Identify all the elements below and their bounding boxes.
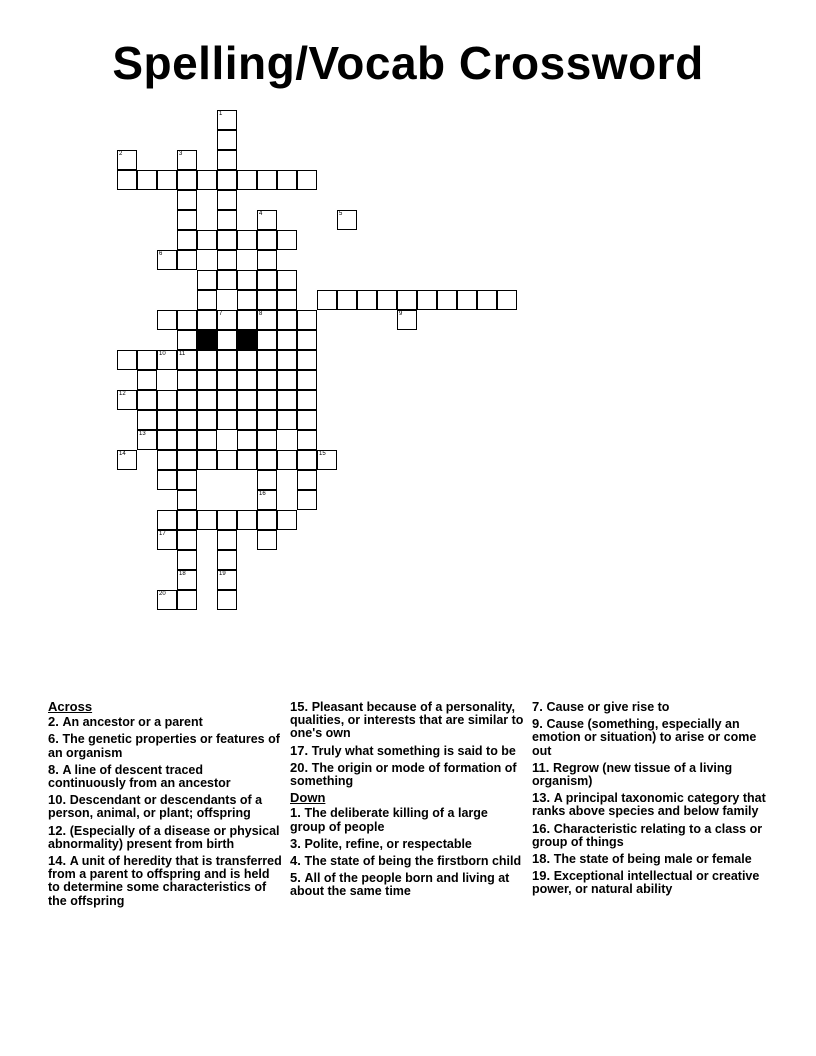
- crossword-cell[interactable]: [257, 370, 277, 390]
- clue: [48, 854, 283, 908]
- clue: [532, 761, 767, 788]
- clue: [290, 871, 525, 898]
- clue-number: 13.: [532, 790, 554, 806]
- cell-number: 3: [179, 151, 183, 157]
- clue-text: The genetic properties or features of an organism: [48, 732, 280, 760]
- cell-number: 5: [339, 211, 343, 217]
- crossword-cell[interactable]: [277, 270, 297, 290]
- crossword-cell[interactable]: [117, 170, 137, 190]
- crossword-cell[interactable]: [217, 570, 237, 590]
- clue: [290, 761, 525, 788]
- crossword-cell[interactable]: [197, 290, 217, 310]
- crossword-cell[interactable]: [197, 270, 217, 290]
- crossword-cell[interactable]: [277, 350, 297, 370]
- crossword-black-cell: [237, 330, 257, 350]
- crossword-cell[interactable]: [197, 510, 217, 530]
- clue-text: The state of being the firstborn child: [304, 854, 522, 869]
- crossword-cell[interactable]: [177, 210, 197, 230]
- crossword-cell[interactable]: [177, 330, 197, 350]
- crossword-cell[interactable]: [157, 470, 177, 490]
- clue-number: 4.: [290, 853, 305, 869]
- crossword-cell[interactable]: [177, 450, 197, 470]
- crossword-cell[interactable]: [177, 550, 197, 570]
- cell-number: 7: [219, 311, 223, 317]
- down-clue-list-continued: [532, 700, 767, 897]
- clue-number: 18.: [532, 851, 554, 867]
- crossword-cell[interactable]: [257, 330, 277, 350]
- cell-number: 1: [219, 111, 223, 117]
- clue-number: 2.: [48, 714, 63, 730]
- clue: [532, 852, 767, 866]
- crossword-cell[interactable]: [257, 170, 277, 190]
- clue-number: 10.: [48, 792, 70, 808]
- crossword-cell[interactable]: [217, 390, 237, 410]
- crossword-cell[interactable]: [157, 590, 177, 610]
- crossword-cell[interactable]: [177, 350, 197, 370]
- crossword-cell[interactable]: [217, 250, 237, 270]
- crossword-cell[interactable]: [437, 290, 457, 310]
- clue-number: 16.: [532, 820, 554, 836]
- clue-number: 17.: [290, 742, 312, 758]
- crossword-cell[interactable]: [297, 430, 317, 450]
- crossword-cell[interactable]: [257, 310, 277, 330]
- crossword-cell[interactable]: [177, 190, 197, 210]
- crossword-cell[interactable]: [177, 150, 197, 170]
- crossword-cell[interactable]: [297, 490, 317, 510]
- crossword-cell[interactable]: [197, 390, 217, 410]
- clue-number: 11.: [532, 759, 553, 775]
- cell-number: 19: [219, 571, 226, 577]
- crossword-cell[interactable]: [257, 290, 277, 310]
- crossword-cell[interactable]: [177, 390, 197, 410]
- crossword-cell[interactable]: [177, 490, 197, 510]
- crossword-cell[interactable]: [177, 230, 197, 250]
- crossword-cell[interactable]: [117, 450, 137, 470]
- crossword-cell[interactable]: [277, 510, 297, 530]
- clue-text: Pleasant because of a personality, qualities, or interests that are similar to one's own: [290, 700, 524, 741]
- down-heading: Down: [290, 790, 326, 806]
- across-clue-list: [48, 715, 283, 908]
- crossword-cell[interactable]: [257, 410, 277, 430]
- crossword-cell[interactable]: [277, 230, 297, 250]
- across-heading: Across: [48, 699, 93, 714]
- crossword-cell[interactable]: [217, 190, 237, 210]
- crossword-cell[interactable]: [257, 530, 277, 550]
- crossword-cell[interactable]: [257, 450, 277, 470]
- crossword-cell[interactable]: [257, 350, 277, 370]
- crossword-cell[interactable]: [197, 350, 217, 370]
- crossword-cell[interactable]: [297, 470, 317, 490]
- crossword-cell[interactable]: [297, 310, 317, 330]
- crossword-cell[interactable]: [217, 550, 237, 570]
- crossword-cell[interactable]: [157, 250, 177, 270]
- crossword-cell[interactable]: [317, 450, 337, 470]
- cell-number: 18: [179, 571, 186, 577]
- clue: [48, 715, 283, 729]
- crossword-cell[interactable]: [297, 410, 317, 430]
- crossword-cell[interactable]: [237, 430, 257, 450]
- clue: [290, 854, 525, 868]
- page-title: Spelling/Vocab Crossword: [112, 37, 704, 89]
- crossword-cell[interactable]: [217, 230, 237, 250]
- crossword-cell[interactable]: [177, 170, 197, 190]
- clue-number: 5.: [290, 870, 305, 886]
- crossword-cell[interactable]: [177, 470, 197, 490]
- cell-number: 6: [159, 251, 163, 257]
- crossword-cell[interactable]: [217, 210, 237, 230]
- crossword-cell[interactable]: [177, 430, 197, 450]
- crossword-cell[interactable]: [217, 530, 237, 550]
- clue: [290, 700, 525, 741]
- crossword-cell[interactable]: [157, 390, 177, 410]
- clue-text: An ancestor or a parent: [62, 715, 203, 730]
- clue-number: 8.: [48, 761, 63, 777]
- cell-number: 15: [319, 451, 326, 457]
- crossword-cell[interactable]: [237, 170, 257, 190]
- crossword-cell[interactable]: [397, 310, 417, 330]
- crossword-cell[interactable]: [237, 370, 257, 390]
- crossword-cell[interactable]: [237, 390, 257, 410]
- crossword-cell[interactable]: [137, 390, 157, 410]
- crossword-cell[interactable]: [277, 450, 297, 470]
- crossword-cell[interactable]: [457, 290, 477, 310]
- cell-number: 12: [119, 391, 126, 397]
- crossword-cell[interactable]: [477, 290, 497, 310]
- clue-text: Truly what something is said to be: [311, 743, 516, 758]
- crossword-cell[interactable]: [197, 230, 217, 250]
- crossword-cell[interactable]: [277, 330, 297, 350]
- crossword-cell[interactable]: [297, 170, 317, 190]
- crossword-cell[interactable]: [217, 590, 237, 610]
- crossword-cell[interactable]: [137, 430, 157, 450]
- crossword-cell[interactable]: [417, 290, 437, 310]
- crossword-cell[interactable]: [157, 450, 177, 470]
- crossword-cell[interactable]: [277, 390, 297, 410]
- crossword-cell[interactable]: [117, 350, 137, 370]
- crossword-cell[interactable]: [177, 410, 197, 430]
- crossword-cell[interactable]: [137, 350, 157, 370]
- clue-text: Regrow (new tissue of a living organism): [532, 760, 733, 789]
- cell-number: 2: [119, 151, 123, 157]
- crossword-cell[interactable]: [237, 230, 257, 250]
- crossword-cell[interactable]: [217, 410, 237, 430]
- crossword-cell[interactable]: [117, 390, 137, 410]
- crossword-cell[interactable]: [177, 250, 197, 270]
- crossword-cell[interactable]: [197, 450, 217, 470]
- crossword-cell[interactable]: [277, 170, 297, 190]
- crossword-cell[interactable]: [177, 310, 197, 330]
- crossword-cell[interactable]: [237, 510, 257, 530]
- clues-column-2: [290, 700, 525, 902]
- clue-number: 3.: [290, 835, 305, 851]
- crossword-cell[interactable]: [337, 290, 357, 310]
- crossword-cell[interactable]: [297, 390, 317, 410]
- crossword-cell[interactable]: [217, 130, 237, 150]
- crossword-cell[interactable]: [317, 290, 337, 310]
- clue: [532, 791, 767, 818]
- crossword-cell[interactable]: [257, 250, 277, 270]
- down-clue-list: [290, 806, 525, 898]
- clue: [532, 869, 767, 896]
- clue-number: 14.: [48, 853, 70, 869]
- clue-text: The deliberate killing of a large group of people: [290, 806, 488, 834]
- crossword-cell[interactable]: [237, 350, 257, 370]
- crossword-cell[interactable]: [197, 370, 217, 390]
- crossword-cell[interactable]: [397, 290, 417, 310]
- crossword-cell[interactable]: [257, 490, 277, 510]
- crossword-cell[interactable]: [157, 510, 177, 530]
- cell-number: 14: [119, 451, 126, 457]
- crossword-cell[interactable]: [117, 150, 137, 170]
- clue: [290, 837, 525, 851]
- clue-number: 1.: [290, 805, 305, 821]
- crossword-cell[interactable]: [237, 410, 257, 430]
- clue: [532, 822, 767, 849]
- clue-number: 6.: [48, 731, 63, 747]
- crossword-cell[interactable]: [217, 170, 237, 190]
- crossword-cell[interactable]: [277, 410, 297, 430]
- crossword-cell[interactable]: [137, 370, 157, 390]
- crossword-cell[interactable]: [217, 110, 237, 130]
- clue-text: A principal taxonomic category that ranks above species and below family: [532, 791, 766, 819]
- crossword-cell[interactable]: [157, 410, 177, 430]
- clue-text: Exceptional intellectual or creative power, or natural ability: [532, 869, 760, 897]
- crossword-cell[interactable]: [197, 170, 217, 190]
- cell-number: 20: [159, 591, 166, 597]
- crossword-cell[interactable]: [277, 290, 297, 310]
- crossword-cell[interactable]: [217, 370, 237, 390]
- clue: [48, 793, 283, 820]
- crossword-cell[interactable]: [497, 290, 517, 310]
- crossword-cell[interactable]: [277, 310, 297, 330]
- crossword-cell[interactable]: [357, 290, 377, 310]
- clue: [290, 806, 525, 833]
- crossword-cell[interactable]: [237, 290, 257, 310]
- crossword-cell[interactable]: [257, 430, 277, 450]
- crossword-cell[interactable]: [197, 310, 217, 330]
- clue: [532, 700, 767, 714]
- cell-number: 4: [259, 211, 263, 217]
- crossword-black-cell: [197, 330, 217, 350]
- clue-text: The origin or mode of formation of something: [290, 760, 517, 789]
- crossword-cell[interactable]: [257, 210, 277, 230]
- crossword-cell[interactable]: [177, 530, 197, 550]
- crossword-cell[interactable]: [217, 270, 237, 290]
- crossword-cell[interactable]: [137, 410, 157, 430]
- crossword-cell[interactable]: [257, 230, 277, 250]
- clue-text: (Especially of a disease or physical abnormality) present from birth: [48, 823, 280, 851]
- clue: [290, 744, 525, 758]
- crossword-cell[interactable]: [217, 510, 237, 530]
- clue-text: All of the people born and living at about the same time: [290, 871, 510, 899]
- crossword-cell[interactable]: [157, 430, 177, 450]
- crossword-cell[interactable]: [177, 570, 197, 590]
- crossword-cell[interactable]: [297, 350, 317, 370]
- crossword-cell[interactable]: [157, 350, 177, 370]
- cell-number: 11: [179, 351, 186, 357]
- cell-number: 8: [259, 311, 263, 317]
- crossword-cell[interactable]: [217, 330, 237, 350]
- crossword-cell[interactable]: [157, 310, 177, 330]
- clue: [48, 824, 283, 851]
- clue-text: Cause (something, especially an emotion or situation) to arise or come out: [532, 717, 757, 758]
- crossword-cell[interactable]: [217, 310, 237, 330]
- clue: [532, 717, 767, 758]
- clue-text: Characteristic relating to a class or group of things: [532, 821, 763, 849]
- clue-number: 19.: [532, 868, 554, 884]
- cell-number: 16: [259, 491, 266, 497]
- crossword-cell[interactable]: [217, 450, 237, 470]
- crossword-cell[interactable]: [377, 290, 397, 310]
- crossword-cell[interactable]: [277, 370, 297, 390]
- crossword-cell[interactable]: [197, 410, 217, 430]
- clue: [48, 763, 283, 790]
- clues-column-3: [532, 700, 767, 900]
- crossword-cell[interactable]: [217, 150, 237, 170]
- crossword-cell[interactable]: [237, 270, 257, 290]
- crossword-cell[interactable]: [157, 170, 177, 190]
- crossword-cell[interactable]: [197, 430, 217, 450]
- clue-text: Descendant or descendants of a person, animal, or plant; offspring: [48, 793, 263, 821]
- clue-number: 12.: [48, 822, 70, 838]
- clues-column-1: [48, 700, 283, 911]
- cell-number: 9: [399, 311, 403, 317]
- across-clue-list-continued: [290, 700, 525, 788]
- clue-number: 20.: [290, 759, 312, 775]
- clue: [48, 732, 283, 759]
- crossword-cell[interactable]: [297, 450, 317, 470]
- crossword-cell[interactable]: [237, 310, 257, 330]
- cell-number: 13: [139, 431, 146, 437]
- crossword-cell[interactable]: [237, 450, 257, 470]
- crossword-cell[interactable]: [177, 510, 197, 530]
- clue-text: Cause or give rise to: [546, 700, 670, 714]
- crossword-cell[interactable]: [177, 370, 197, 390]
- crossword-cell[interactable]: [297, 370, 317, 390]
- clue-text: A unit of heredity that is transferred from a parent to offspring and is held to determine some characteristics of the offspring: [48, 854, 282, 908]
- clue-number: 15.: [290, 699, 312, 714]
- crossword-cell[interactable]: [257, 470, 277, 490]
- crossword-cell[interactable]: [157, 530, 177, 550]
- clue-text: A line of descent traced continuously from an ancestor: [48, 762, 231, 791]
- crossword-cell[interactable]: [177, 590, 197, 610]
- crossword-cell[interactable]: [217, 350, 237, 370]
- crossword-cell[interactable]: [337, 210, 357, 230]
- crossword-cell[interactable]: [137, 170, 157, 190]
- clue-text: The state of being male or female: [553, 852, 752, 867]
- crossword-cell[interactable]: [257, 390, 277, 410]
- cell-number: 10: [159, 351, 166, 357]
- cell-number: 17: [159, 531, 166, 537]
- crossword-cell[interactable]: [257, 510, 277, 530]
- crossword-cell[interactable]: [257, 270, 277, 290]
- clue-number: 7.: [532, 699, 547, 714]
- clue-text: Polite, refine, or respectable: [304, 836, 472, 851]
- crossword-cell[interactable]: [297, 330, 317, 350]
- clue-number: 9.: [532, 716, 547, 732]
